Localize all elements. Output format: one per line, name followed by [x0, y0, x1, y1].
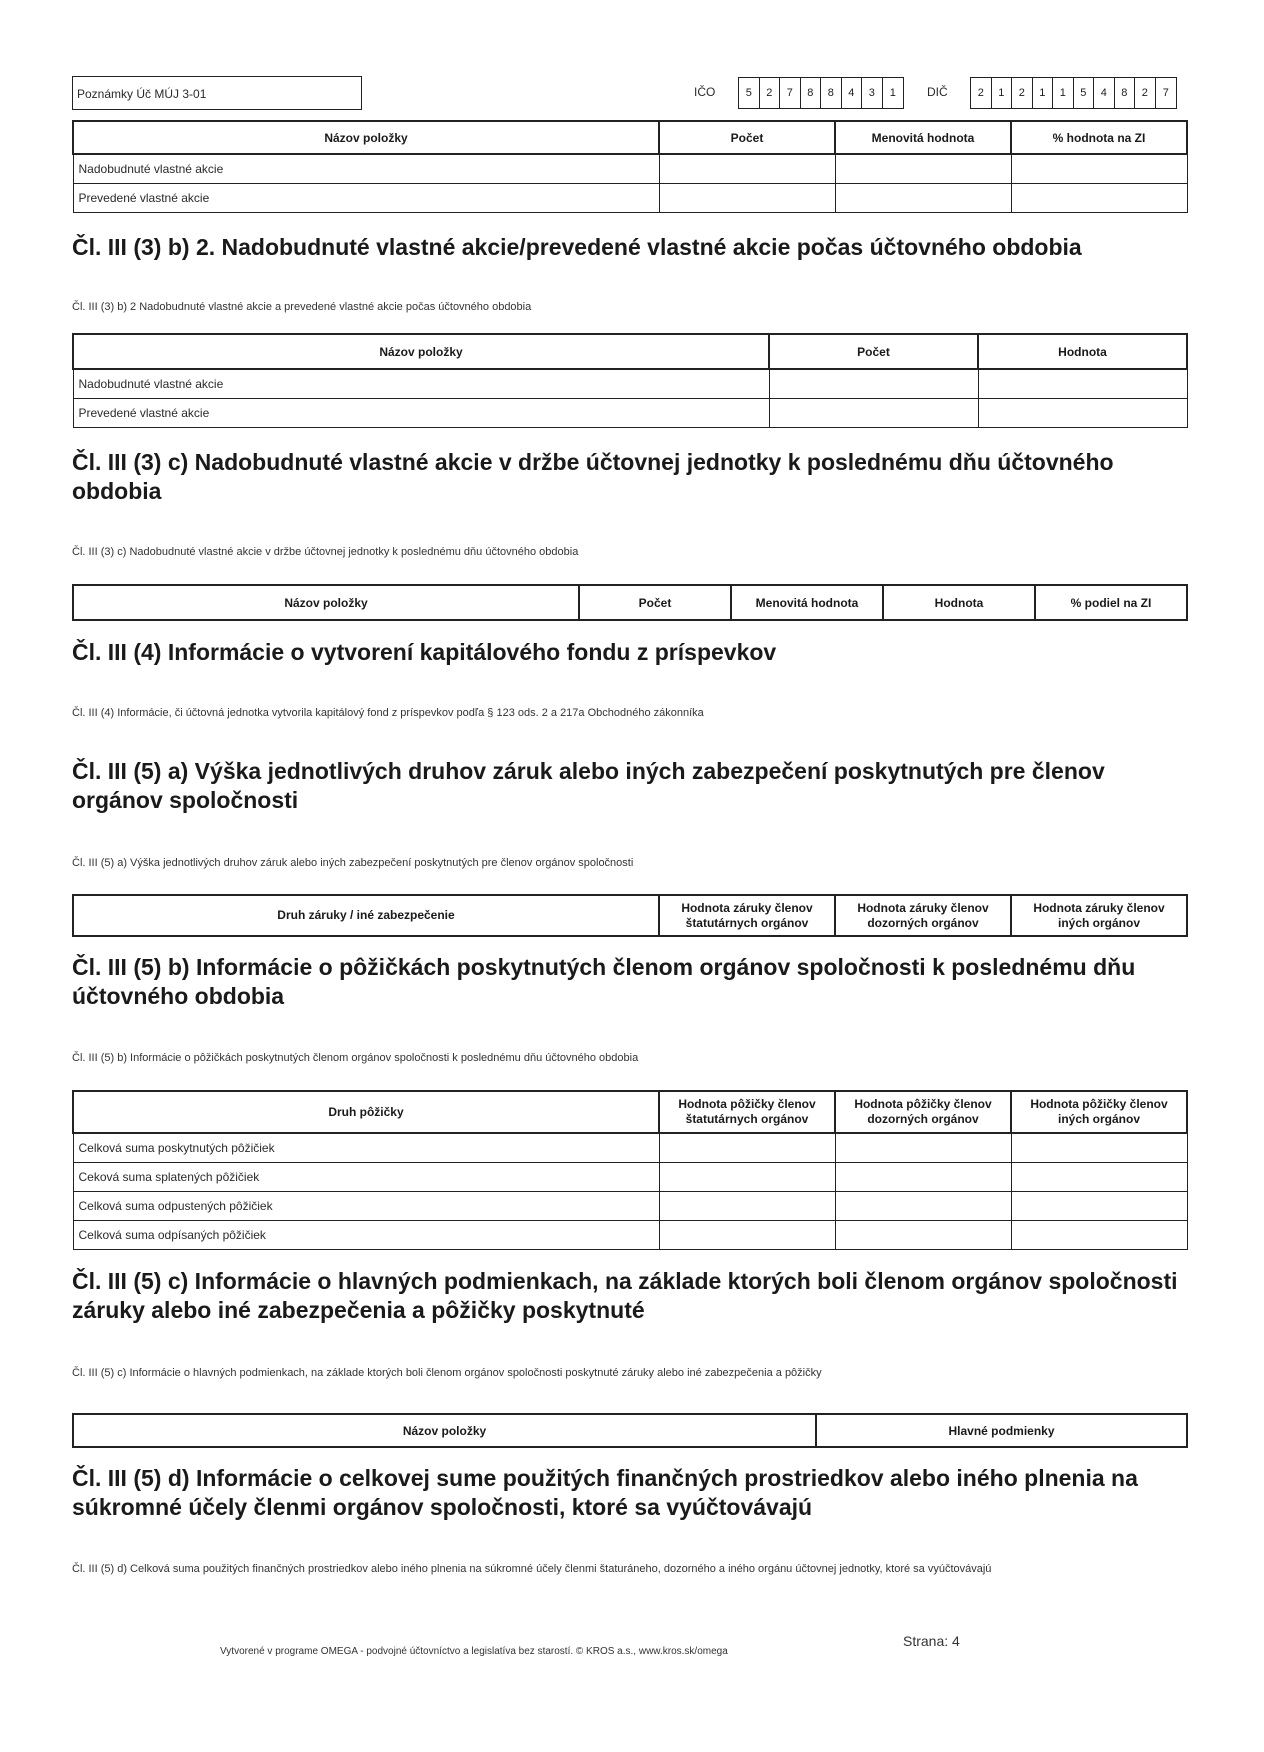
- form-label: Poznámky Úč MÚJ 3-01: [77, 87, 207, 101]
- table-row: [73, 369, 1187, 398]
- col-header: % podiel na ZI: [1035, 585, 1187, 620]
- table-cell[interactable]: [1011, 1220, 1187, 1249]
- ico-digit: 4: [842, 78, 863, 108]
- ico-digit: 7: [780, 78, 801, 108]
- col-header: Hodnota pôžičky členov dozorných orgánov: [835, 1091, 1011, 1133]
- dic-digit: 5: [1074, 78, 1095, 108]
- table-cell[interactable]: [1011, 154, 1187, 183]
- col-header: Hodnota záruky členov dozorných orgánov: [835, 895, 1011, 936]
- section-title-4: Čl. III (4) Informácie o vytvorení kapitálového fondu z príspevkov: [72, 639, 777, 665]
- ico-digit: 3: [862, 78, 883, 108]
- col-header: Názov položky: [73, 585, 579, 620]
- table-cell[interactable]: [978, 398, 1187, 427]
- table-cell[interactable]: [659, 1133, 835, 1162]
- table-cell[interactable]: [835, 1162, 1011, 1191]
- section-title-5d: Čl. III (5) d) Informácie o celkovej sume použitých finančných prostriedkov alebo iného plnenia na súkromné účely členmi orgánov spoločnosti, ktoré sa vyúčtovávajú: [72, 1465, 1138, 1520]
- dic-digit: 1: [992, 78, 1013, 108]
- section-note-5c: Čl. III (5) c) Informácie o hlavných podmienkach, na základe ktorých boli členom orgánov spoločnosti poskytnuté záruky alebo iné zabezpečenia a pôžičky: [72, 1367, 822, 1379]
- dic-digit: 4: [1094, 78, 1115, 108]
- col-header: Hodnota pôžičky členov iných orgánov: [1011, 1091, 1187, 1133]
- table-cell[interactable]: [835, 1220, 1011, 1249]
- table-cell[interactable]: [1011, 1162, 1187, 1191]
- col-header: Hodnota: [883, 585, 1035, 620]
- dic-digit: 2: [1012, 78, 1033, 108]
- loans-table: [72, 1090, 1188, 1250]
- section-note-5d: Čl. III (5) d) Celková suma použitých finančných prostriedkov alebo iného plnenia na súkromné účely členmi štaturáneho, dozorného a iného orgánu účtovnej jednotky, ktoré sa vyúčtovávajú: [72, 1563, 992, 1575]
- col-header: Názov položky: [73, 334, 769, 369]
- dic-digit: 1: [1053, 78, 1074, 108]
- col-header: Počet: [769, 334, 978, 369]
- row-label: Nadobudnuté vlastné akcie: [73, 154, 659, 183]
- table-row: [73, 1220, 1187, 1249]
- acquired-transferred-table: [72, 333, 1188, 428]
- ico-digit: 8: [821, 78, 842, 108]
- table-cell[interactable]: [835, 154, 1011, 183]
- col-header: Druh pôžičky: [73, 1091, 659, 1133]
- col-header: Názov položky: [73, 1414, 816, 1447]
- own-shares-table: [72, 120, 1188, 213]
- form-label-box: [72, 76, 362, 110]
- table-row: [73, 1162, 1187, 1191]
- col-header: Hodnota: [978, 334, 1187, 369]
- col-header: Menovitá hodnota: [835, 121, 1011, 154]
- table-cell[interactable]: [659, 154, 835, 183]
- dic-digits: [970, 77, 1177, 109]
- dic-label: DIČ: [927, 85, 948, 99]
- dic-digit: 7: [1162, 87, 1169, 99]
- table-cell[interactable]: [835, 1191, 1011, 1220]
- table-cell[interactable]: [835, 183, 1011, 212]
- footer-text: Vytvorené v programe OMEGA - podvojné účtovníctvo a legislatíva bez starostí. © KROS a.s., www.kros.sk/omega: [220, 1646, 728, 1657]
- table-cell[interactable]: [1011, 1133, 1187, 1162]
- col-header: Názov položky: [73, 121, 659, 154]
- table-row: [73, 398, 1187, 427]
- dic-digit: 2: [1135, 78, 1156, 108]
- ico-digits: [738, 77, 904, 109]
- col-header: Menovitá hodnota: [731, 585, 883, 620]
- dic-digit: 1: [1033, 78, 1054, 108]
- table-row: [73, 1191, 1187, 1220]
- section-note-c: Čl. III (3) c) Nadobudnuté vlastné akcie v držbe účtovnej jednotky k poslednému dňu účtovného obdobia: [72, 546, 579, 558]
- row-label: Ceková suma splatených pôžičiek: [73, 1162, 659, 1191]
- section-title-b2: Čl. III (3) b) 2. Nadobudnuté vlastné akcie/prevedené vlastné akcie počas účtovného obdobia: [72, 234, 1082, 260]
- guarantees-table: [72, 894, 1188, 937]
- table-cell[interactable]: [659, 183, 835, 212]
- dic-digit: 2: [971, 78, 992, 108]
- section-title-5b: Čl. III (5) b) Informácie o pôžičkách poskytnutých členom orgánov spoločnosti k poslednému dňu účtovného obdobia: [72, 954, 1136, 1009]
- col-header: Hodnota pôžičky členov štatutárnych orgánov: [659, 1091, 835, 1133]
- col-header: % hodnota na ZI: [1011, 121, 1187, 154]
- ico-digit: 1: [889, 87, 896, 99]
- section-title-5a: Čl. III (5) a) Výška jednotlivých druhov záruk alebo iných zabezpečení poskytnutých pre členov orgánov spoločnosti: [72, 758, 1105, 813]
- col-header: Hlavné podmienky: [816, 1414, 1187, 1447]
- ico-digit: 5: [739, 78, 760, 108]
- col-header: Druh záruky / iné zabezpečenie: [73, 895, 659, 936]
- ico-digit: 2: [760, 78, 781, 108]
- col-header: Počet: [579, 585, 731, 620]
- section-note-5a: Čl. III (5) a) Výška jednotlivých druhov záruk alebo iných zabezpečení poskytnutých pre členov orgánov spoločnosti: [72, 857, 634, 869]
- table-row: [73, 154, 1187, 183]
- section-note-b2: Čl. III (3) b) 2 Nadobudnuté vlastné akcie a prevedené vlastné akcie počas účtovného obdobia: [72, 301, 532, 313]
- table-cell[interactable]: [659, 1191, 835, 1220]
- row-label: Prevedené vlastné akcie: [73, 398, 769, 427]
- page-number: Strana: 4: [903, 1633, 960, 1649]
- table-cell[interactable]: [659, 1162, 835, 1191]
- table-row: [73, 183, 1187, 212]
- row-label: Celková suma odpustených pôžičiek: [73, 1191, 659, 1220]
- held-shares-table: [72, 584, 1188, 621]
- row-label: Celková suma odpísaných pôžičiek: [73, 1220, 659, 1249]
- table-cell[interactable]: [769, 369, 978, 398]
- table-cell[interactable]: [1011, 1191, 1187, 1220]
- table-row: [73, 1133, 1187, 1162]
- col-header: Hodnota záruky členov iných orgánov: [1011, 895, 1187, 936]
- section-note-4: Čl. III (4) Informácie, či účtovná jednotka vytvorila kapitálový fond z príspevkov podľa § 123 ods. 2 a 217a Obchodného zákonníka: [72, 707, 704, 719]
- row-label: Prevedené vlastné akcie: [73, 183, 659, 212]
- ico-label: IČO: [694, 85, 716, 99]
- section-note-5b: Čl. III (5) b) Informácie o pôžičkách poskytnutých členom orgánov spoločnosti k poslednému dňu účtovného obdobia: [72, 1052, 639, 1064]
- section-title-5c: Čl. III (5) c) Informácie o hlavných podmienkach, na základe ktorých boli členom orgánov spoločnosti záruky alebo iné zabezpečenia a pôžičky poskytnuté: [72, 1268, 1178, 1323]
- row-label: Nadobudnuté vlastné akcie: [73, 369, 769, 398]
- col-header: Hodnota záruky členov štatutárnych orgánov: [659, 895, 835, 936]
- table-cell[interactable]: [978, 369, 1187, 398]
- table-cell[interactable]: [1011, 183, 1187, 212]
- table-cell[interactable]: [835, 1133, 1011, 1162]
- dic-digit: 8: [1115, 78, 1136, 108]
- conditions-table: [72, 1413, 1188, 1448]
- ico-digit: 8: [801, 78, 822, 108]
- section-title-c: Čl. III (3) c) Nadobudnuté vlastné akcie v držbe účtovnej jednotky k poslednému dňu účtovného obdobia: [72, 449, 1114, 504]
- table-cell[interactable]: [769, 398, 978, 427]
- table-cell[interactable]: [659, 1220, 835, 1249]
- row-label: Celková suma poskytnutých pôžičiek: [73, 1133, 659, 1162]
- col-header: Počet: [659, 121, 835, 154]
